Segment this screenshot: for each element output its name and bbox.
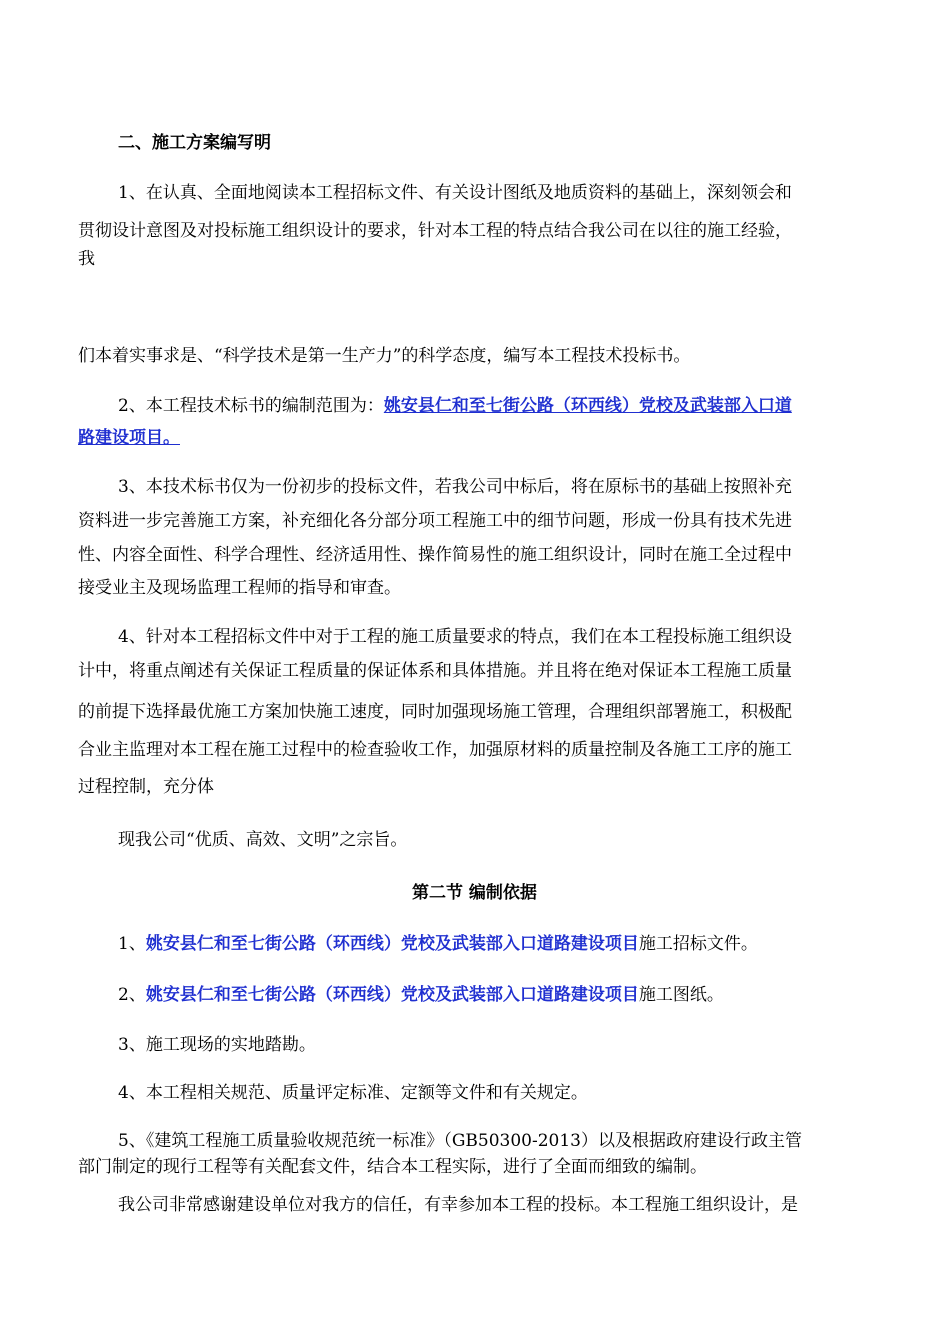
para1-continuation: 们本着实事求是、“科学技术是第一生产力”的科学态度，编写本工程技术投标书。 [78, 346, 691, 366]
para4-line4: 合业主监理对本工程在施工过程中的检查验收工作，加强原材料的质量控制及各施工工序的施工 [78, 740, 792, 760]
basis-item-2-number: 2、 [118, 985, 146, 1005]
section2-title: 第二节 编制依据 [412, 883, 537, 903]
basis-item-5-line1: 5、《建筑工程施工质量验收规范统一标准》（GB50300-2013）以及根据政府建设行政主管 [118, 1131, 802, 1151]
para1-line2: 贯彻设计意图及对投标施工组织设计的要求，针对本工程的特点结合我公司在以往的施工经验， [78, 221, 792, 241]
para1-line1: 1、在认真、全面地阅读本工程招标文件、有关设计图纸及地质资料的基础上，深刻领会和 [118, 183, 792, 203]
basis-item-2 [118, 980, 724, 1005]
section-heading: 二、施工方案编写明 [118, 133, 271, 153]
para2-line1 [118, 391, 792, 416]
basis-item-1 [118, 929, 758, 954]
para1-line3: 我 [78, 249, 95, 269]
basis-item-5-line2: 部门制定的现行工程等有关配套文件，结合本工程实际，进行了全面而细致的编制。 [78, 1157, 707, 1177]
para3-line3: 性、内容全面性、科学合理性、经济适用性、操作简易性的施工组织设计，同时在施工全过程中 [78, 545, 792, 565]
project-name-link-cont[interactable]: 路建设项目。 [78, 428, 180, 448]
basis-item-1-project: 姚安县仁和至七街公路（环西线）党校及武装部入口道路建设项目 [145, 934, 639, 954]
para4-line5: 过程控制，充分体 [78, 777, 214, 797]
para3-line2: 资料进一步完善施工方案，补充细化各分部分项工程施工中的细节问题，形成一份具有技术先进 [78, 511, 792, 531]
para3-line1: 3、本技术标书仅为一份初步的投标文件，若我公司中标后，将在原标书的基础上按照补充 [118, 477, 792, 497]
basis-item-4: 4、本工程相关规范、质量评定标准、定额等文件和有关规定。 [118, 1083, 588, 1103]
basis-item-3: 3、施工现场的实地踏勘。 [118, 1035, 316, 1055]
basis-item-1-number: 1、 [118, 934, 146, 954]
para4-line3: 的前提下选择最优施工方案加快施工速度，同时加强现场施工管理，合理组织部署施工，积极配 [78, 702, 792, 722]
para2-line2 [78, 423, 180, 448]
para3-line4: 接受业主及现场监理工程师的指导和审查。 [78, 578, 401, 598]
para4-line1: 4、针对本工程招标文件中对于工程的施工质量要求的特点，我们在本工程投标施工组织设 [118, 627, 792, 647]
basis-item-1-tail: 施工招标文件。 [638, 934, 758, 954]
para2-prefix: 2、本工程技术标书的编制范围为： [118, 396, 384, 416]
project-name-link[interactable]: 姚安县仁和至七街公路（环西线）党校及武装部入口道 [383, 396, 792, 416]
para4-line2: 计中，将重点阐述有关保证工程质量的保证体系和具体措施。并且将在绝对保证本工程施工质量 [78, 661, 792, 681]
closing-paragraph: 我公司非常感谢建设单位对我方的信任，有幸参加本工程的投标。本工程施工组织设计，是 [118, 1195, 798, 1215]
basis-item-2-tail: 施工图纸。 [638, 985, 724, 1005]
para4-continuation: 现我公司“优质、高效、文明”之宗旨。 [118, 830, 408, 850]
basis-item-2-project: 姚安县仁和至七街公路（环西线）党校及武装部入口道路建设项目 [145, 985, 639, 1005]
